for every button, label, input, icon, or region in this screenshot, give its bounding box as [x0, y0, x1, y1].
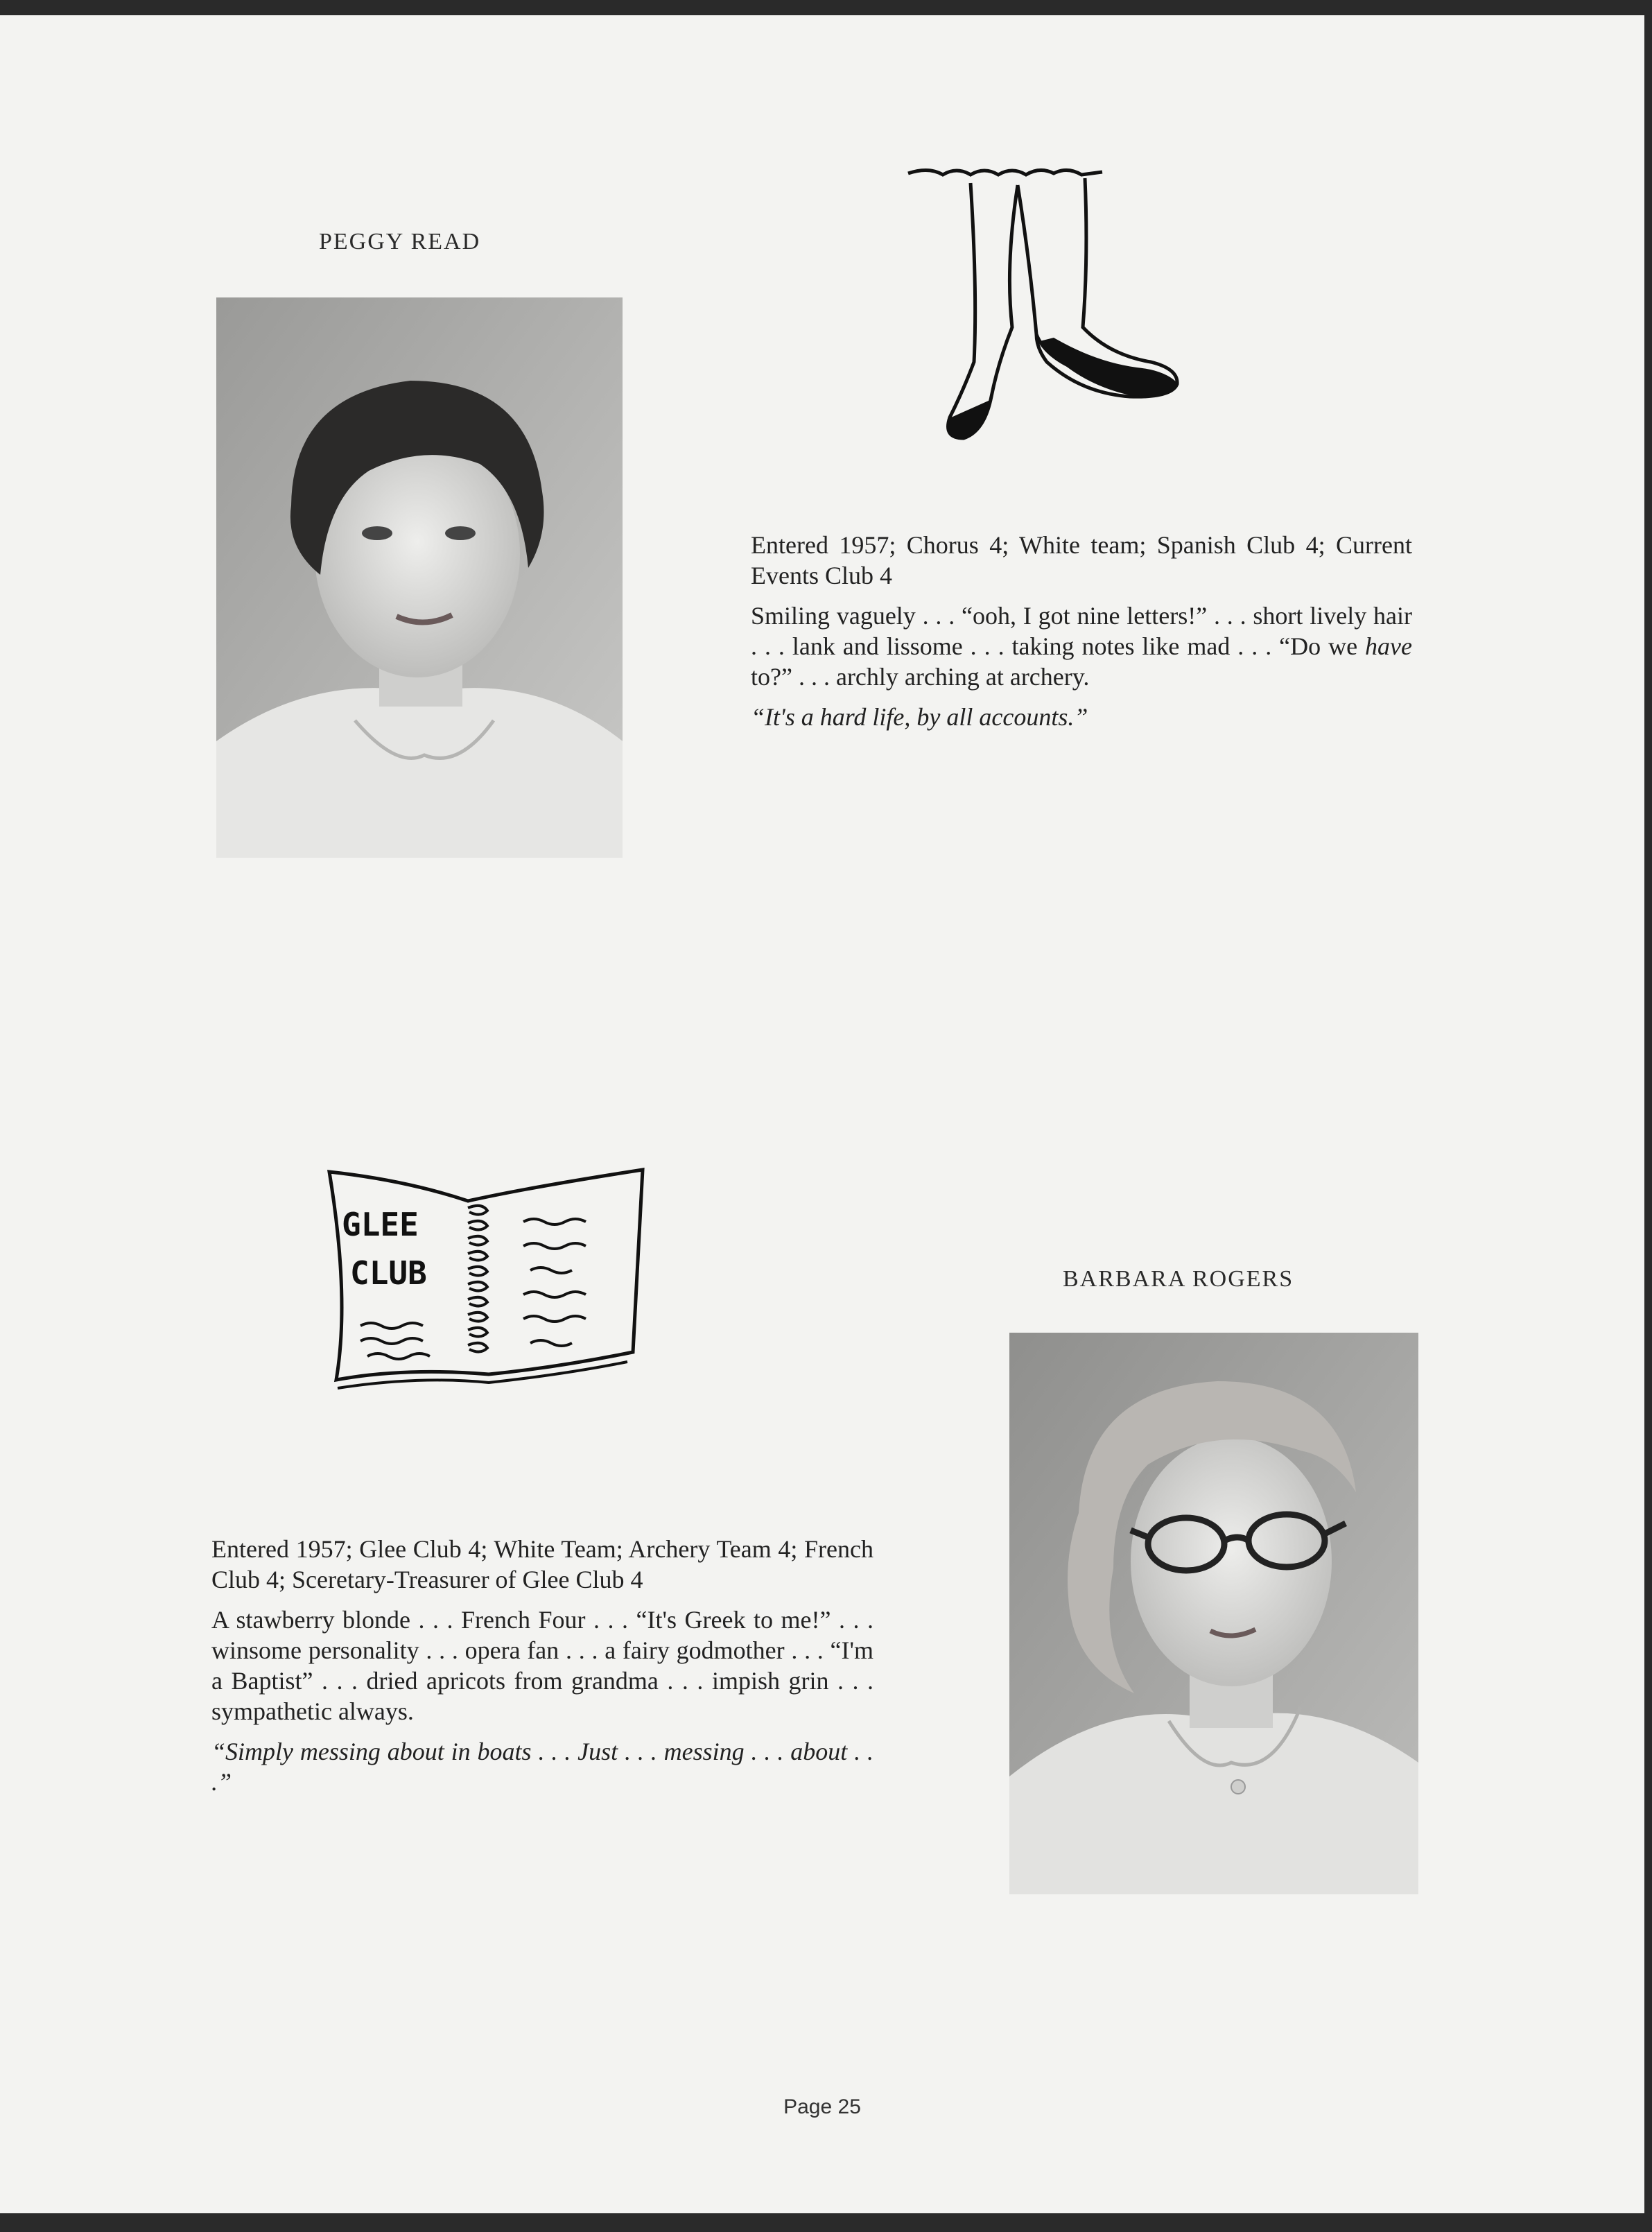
student-activities: Entered 1957; Chorus 4; White team; Spanish Club 4; Current Events Club 4 [751, 531, 1412, 589]
student-name: BARBARA ROGERS [1063, 1266, 1294, 1292]
glee-book-word-2: CLUB [350, 1254, 427, 1292]
student-activities: Entered 1957; Glee Club 4; White Team; Archery Team 4; French Club 4; Sceretary-Treasurer of Glee Club 4 [211, 1535, 873, 1593]
student-quote: “Simply messing about in boats . . . Just . . . messing . . . about . . .” [211, 1738, 873, 1796]
yearbook-page [0, 15, 1644, 2213]
student-bio [751, 530, 1412, 742]
legs-ballet-flats-icon [901, 154, 1220, 459]
student-description: A stawberry blonde . . . French Four . . . “It's Greek to me!” . . . winsome personality . . . opera fan . . . a fairy godmother . . . “I'm a Baptist” . . . dried apricots from grandma . . . impish grin . . . sympathetic always. [211, 1606, 873, 1725]
student-portrait-photo [216, 297, 623, 858]
page-number: Page 25 [783, 2095, 861, 2118]
student-bio [211, 1534, 873, 1807]
student-quote: “It's a hard life, by all accounts.” [751, 703, 1088, 731]
student-description: Smiling vaguely . . . “ooh, I got nine letters!” . . . short lively hair . . . lank and lissome . . . taking notes like mad . . . “Do we have to?” . . . archly arching at archery. [751, 602, 1412, 691]
student-portrait-photo [1009, 1333, 1418, 1894]
student-name: PEGGY READ [319, 229, 481, 254]
glee-book-word-1: GLEE [342, 1206, 419, 1243]
glee-club-book-icon [322, 1159, 655, 1416]
